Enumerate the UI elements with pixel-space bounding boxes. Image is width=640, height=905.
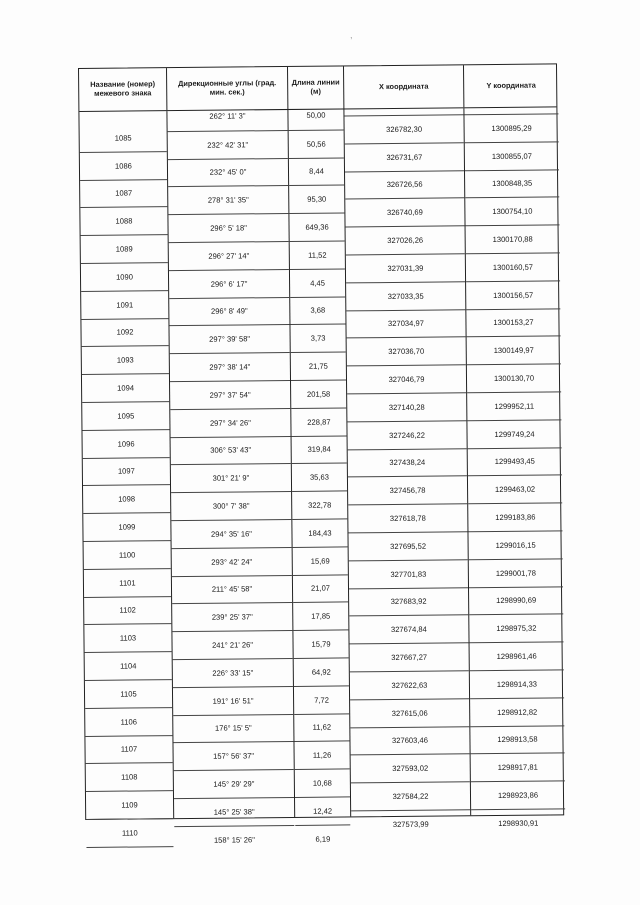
mark-name-cell: 1099: [83, 513, 170, 542]
x-coordinate-cell: 327615,06: [350, 698, 469, 727]
line-length-cell: 11,26: [294, 741, 349, 769]
mark-name-cell: 1096: [82, 430, 169, 459]
line-length-cell: 201,58: [291, 379, 346, 407]
x-coordinate-cell: 327031,39: [346, 253, 465, 282]
y-coordinate-cell: 1300149,97: [467, 336, 561, 365]
direction-angle-cell: 293° 42' 24": [172, 547, 292, 576]
x-coordinate-cell: 327438,24: [348, 448, 467, 477]
mark-name-cell: 1109: [86, 791, 173, 820]
x-coordinate-cell: 327667,27: [350, 642, 469, 671]
table-body: [79, 107, 563, 845]
mark-name-cell: 1093: [82, 347, 169, 376]
direction-angle-cell: 241° 21' 26": [172, 630, 292, 659]
direction-angle-cell: 278° 31' 35": [168, 185, 288, 214]
header-mark-name: Название (номер) межевого знака: [79, 68, 167, 111]
direction-angle-cell: 297° 37' 54": [170, 380, 290, 409]
x-coordinate-cell: 327584,22: [351, 781, 470, 810]
column-y-coordinate: [464, 107, 565, 828]
mark-name-cell: 1091: [81, 291, 168, 320]
y-coordinate-cell: 1298930,91: [471, 808, 565, 837]
mark-name-cell: 1098: [83, 486, 170, 515]
x-coordinate-cell: 327140,28: [347, 392, 466, 421]
mark-name-cell: 1104: [85, 652, 172, 681]
y-coordinate-cell: 1299493,45: [468, 447, 562, 476]
mark-name-cell: 1103: [84, 625, 171, 654]
line-length-cell: 184,43: [292, 518, 347, 546]
mark-name-cell: 1102: [84, 597, 171, 626]
direction-angle-cell: 211° 45' 58": [172, 575, 292, 604]
column-direction-angle: [167, 110, 295, 845]
direction-angle-cell: 232° 45' 0": [168, 158, 288, 187]
mark-name-cell: 1088: [80, 208, 167, 237]
direction-angle-cell: 294° 35' 16": [171, 519, 291, 548]
direction-angle-cell: 262° 11' 3": [209, 111, 246, 122]
mark-name-cell: 1108: [86, 764, 173, 793]
line-length-cell: 3,68: [290, 296, 345, 324]
y-coordinate-cell: 1298912,82: [470, 697, 564, 726]
x-coordinate-cell: 327026,26: [346, 225, 465, 254]
x-coordinate-cell: 327033,35: [346, 281, 465, 310]
direction-angle-cell: 191° 16' 51": [173, 686, 293, 715]
x-coordinate-cell: 327603,46: [350, 726, 469, 755]
line-length-cell: 15,79: [293, 630, 348, 658]
direction-angle-cell: 296° 6' 17": [169, 269, 289, 298]
line-length-cell: 3,73: [290, 324, 345, 352]
direction-angle-cell: 297° 38' 14": [170, 352, 290, 381]
x-coordinate-cell: 327618,78: [348, 503, 467, 532]
y-coordinate-cell: 1300156,57: [466, 280, 560, 309]
x-coordinate-cell: 327674,84: [349, 615, 468, 644]
x-coordinate-cell: 327573,99: [351, 809, 470, 838]
line-length-cell: 35,63: [292, 463, 347, 491]
x-coordinate-cell: 327456,78: [348, 476, 467, 505]
line-length-cell: 6,19: [295, 824, 350, 852]
y-coordinate-cell: 1298917,81: [471, 753, 565, 782]
y-coordinate-cell: 1300153,27: [466, 308, 560, 337]
mark-name-cell: 1110: [86, 819, 173, 848]
column-x-coordinate: [344, 108, 471, 829]
x-coordinate-cell: 327701,83: [349, 559, 468, 588]
y-coordinate-cell: 1298914,33: [470, 669, 564, 698]
x-coordinate-cell: 326740,69: [345, 198, 464, 227]
y-coordinate-cell: 1300895,29: [464, 113, 558, 142]
line-length-cell: 12,42: [295, 796, 350, 824]
x-coordinate-cell: 327683,92: [349, 587, 468, 616]
y-coordinate-cell: 1300848,35: [465, 169, 559, 198]
x-coordinate-cell: 327036,70: [347, 337, 466, 366]
mark-name-cell: 1092: [81, 319, 168, 348]
header-x-coordinate: X координата: [344, 65, 464, 108]
mark-name-cell: 1089: [81, 235, 168, 264]
mark-name-cell: 1107: [85, 736, 172, 765]
direction-angle-cell: 232° 42' 31": [168, 130, 288, 159]
x-coordinate-cell: 327695,52: [348, 531, 467, 560]
line-length-cell: 21,75: [291, 352, 346, 380]
mark-name-cell: 1095: [82, 402, 169, 431]
direction-angle-cell: 301° 21' 9": [171, 463, 291, 492]
y-coordinate-cell: 1298975,32: [469, 614, 563, 643]
line-length-cell: 17,85: [293, 602, 348, 630]
line-length-cell: 95,30: [289, 185, 344, 213]
y-coordinate-cell: 1298961,46: [470, 642, 564, 671]
mark-name-cell: 1097: [83, 458, 170, 487]
mark-name-cell: 1100: [84, 541, 171, 570]
direction-angle-cell: 296° 27' 14": [169, 241, 289, 270]
y-coordinate-cell: 1299952,11: [467, 391, 561, 420]
line-length-cell: 319,84: [292, 435, 347, 463]
line-length-cell: 64,92: [294, 657, 349, 685]
y-coordinate-cell: 1298990,69: [469, 586, 563, 615]
line-length-cell: 11,62: [294, 713, 349, 741]
line-length-cell: 7,72: [294, 685, 349, 713]
direction-angle-cell: 306° 53' 43": [171, 436, 291, 465]
mark-name-cell: 1085: [80, 124, 167, 153]
mark-name-cell: 1090: [81, 263, 168, 292]
mark-name-cell: 1087: [80, 180, 167, 209]
direction-angle-cell: 157° 56' 37": [173, 741, 293, 770]
direction-angle-cell: 296° 8' 49": [169, 297, 289, 326]
y-coordinate-cell: 1299183,86: [468, 503, 562, 532]
direction-angle-cell: 226° 33' 15": [173, 658, 293, 687]
line-length-cell: 322,78: [292, 491, 347, 519]
x-coordinate-cell: 326782,30: [344, 114, 463, 143]
header-line-length: Длина линии (м): [288, 66, 344, 109]
direction-angle-cell: 176° 15' 5": [173, 714, 293, 743]
y-coordinate-cell: 1299016,15: [468, 530, 562, 559]
column-line-length: [288, 109, 351, 844]
x-coordinate-cell: 326731,67: [345, 142, 464, 171]
direction-angle-cell: 145° 29' 29": [174, 769, 294, 798]
y-coordinate-cell: 1299463,02: [468, 475, 562, 504]
x-coordinate-cell: 327593,02: [351, 754, 470, 783]
line-length-cell: 50,00: [306, 111, 326, 121]
x-coordinate-cell: 327034,97: [346, 309, 465, 338]
y-coordinate-cell: 1300754,10: [465, 197, 559, 226]
y-coordinate-cell: 1298913,58: [470, 725, 564, 754]
line-length-cell: 11,52: [290, 240, 345, 268]
line-length-cell: 8,44: [289, 157, 344, 185]
mark-name-cell: 1094: [82, 374, 169, 403]
y-coordinate-cell: 1299001,78: [469, 558, 563, 587]
header-direction-angle: Дирекционные углы (град. мин. сек.): [167, 67, 288, 110]
line-length-cell: 15,69: [293, 546, 348, 574]
line-length-cell: 50,56: [289, 129, 344, 157]
scan-artifact-mark: ,: [350, 30, 353, 40]
mark-name-cell: 1101: [84, 569, 171, 598]
y-coordinate-cell: 1300130,70: [467, 364, 561, 393]
x-coordinate-cell: 327622,63: [350, 670, 469, 699]
column-mark-name: [79, 111, 174, 838]
x-coordinate-cell: 327246,22: [347, 420, 466, 449]
direction-angle-cell: 145° 25' 38": [174, 797, 294, 826]
x-coordinate-cell: 327046,79: [347, 364, 466, 393]
mark-name-cell: 1106: [85, 708, 172, 737]
direction-angle-cell: 296° 5' 18": [168, 213, 288, 242]
line-length-cell: 21,07: [293, 574, 348, 602]
y-coordinate-cell: 1300160,57: [466, 252, 560, 281]
x-coordinate-cell: 326726,56: [345, 170, 464, 199]
y-coordinate-cell: 1300170,88: [466, 225, 560, 254]
direction-angle-cell: 158° 15' 26": [174, 825, 294, 854]
line-length-cell: 649,36: [289, 213, 344, 241]
mark-name-cell: 1105: [85, 680, 172, 709]
line-length-cell: 228,87: [291, 407, 346, 435]
direction-angle-cell: 239° 25' 37": [172, 602, 292, 631]
y-coordinate-cell: 1298923,86: [471, 781, 565, 810]
line-length-cell: 4,45: [290, 268, 345, 296]
direction-angle-cell: 297° 39' 58": [169, 324, 289, 353]
direction-angle-cell: 297° 34' 26": [170, 408, 290, 437]
y-coordinate-cell: 1299749,24: [467, 419, 561, 448]
header-y-coordinate: Y координата: [486, 80, 536, 90]
direction-angle-cell: 300° 7' 38": [171, 491, 291, 520]
mark-name-cell: 1086: [80, 152, 167, 181]
coordinates-table: [78, 63, 564, 845]
y-coordinate-cell: 1300855,07: [465, 141, 559, 170]
line-length-cell: 10,68: [295, 769, 350, 797]
